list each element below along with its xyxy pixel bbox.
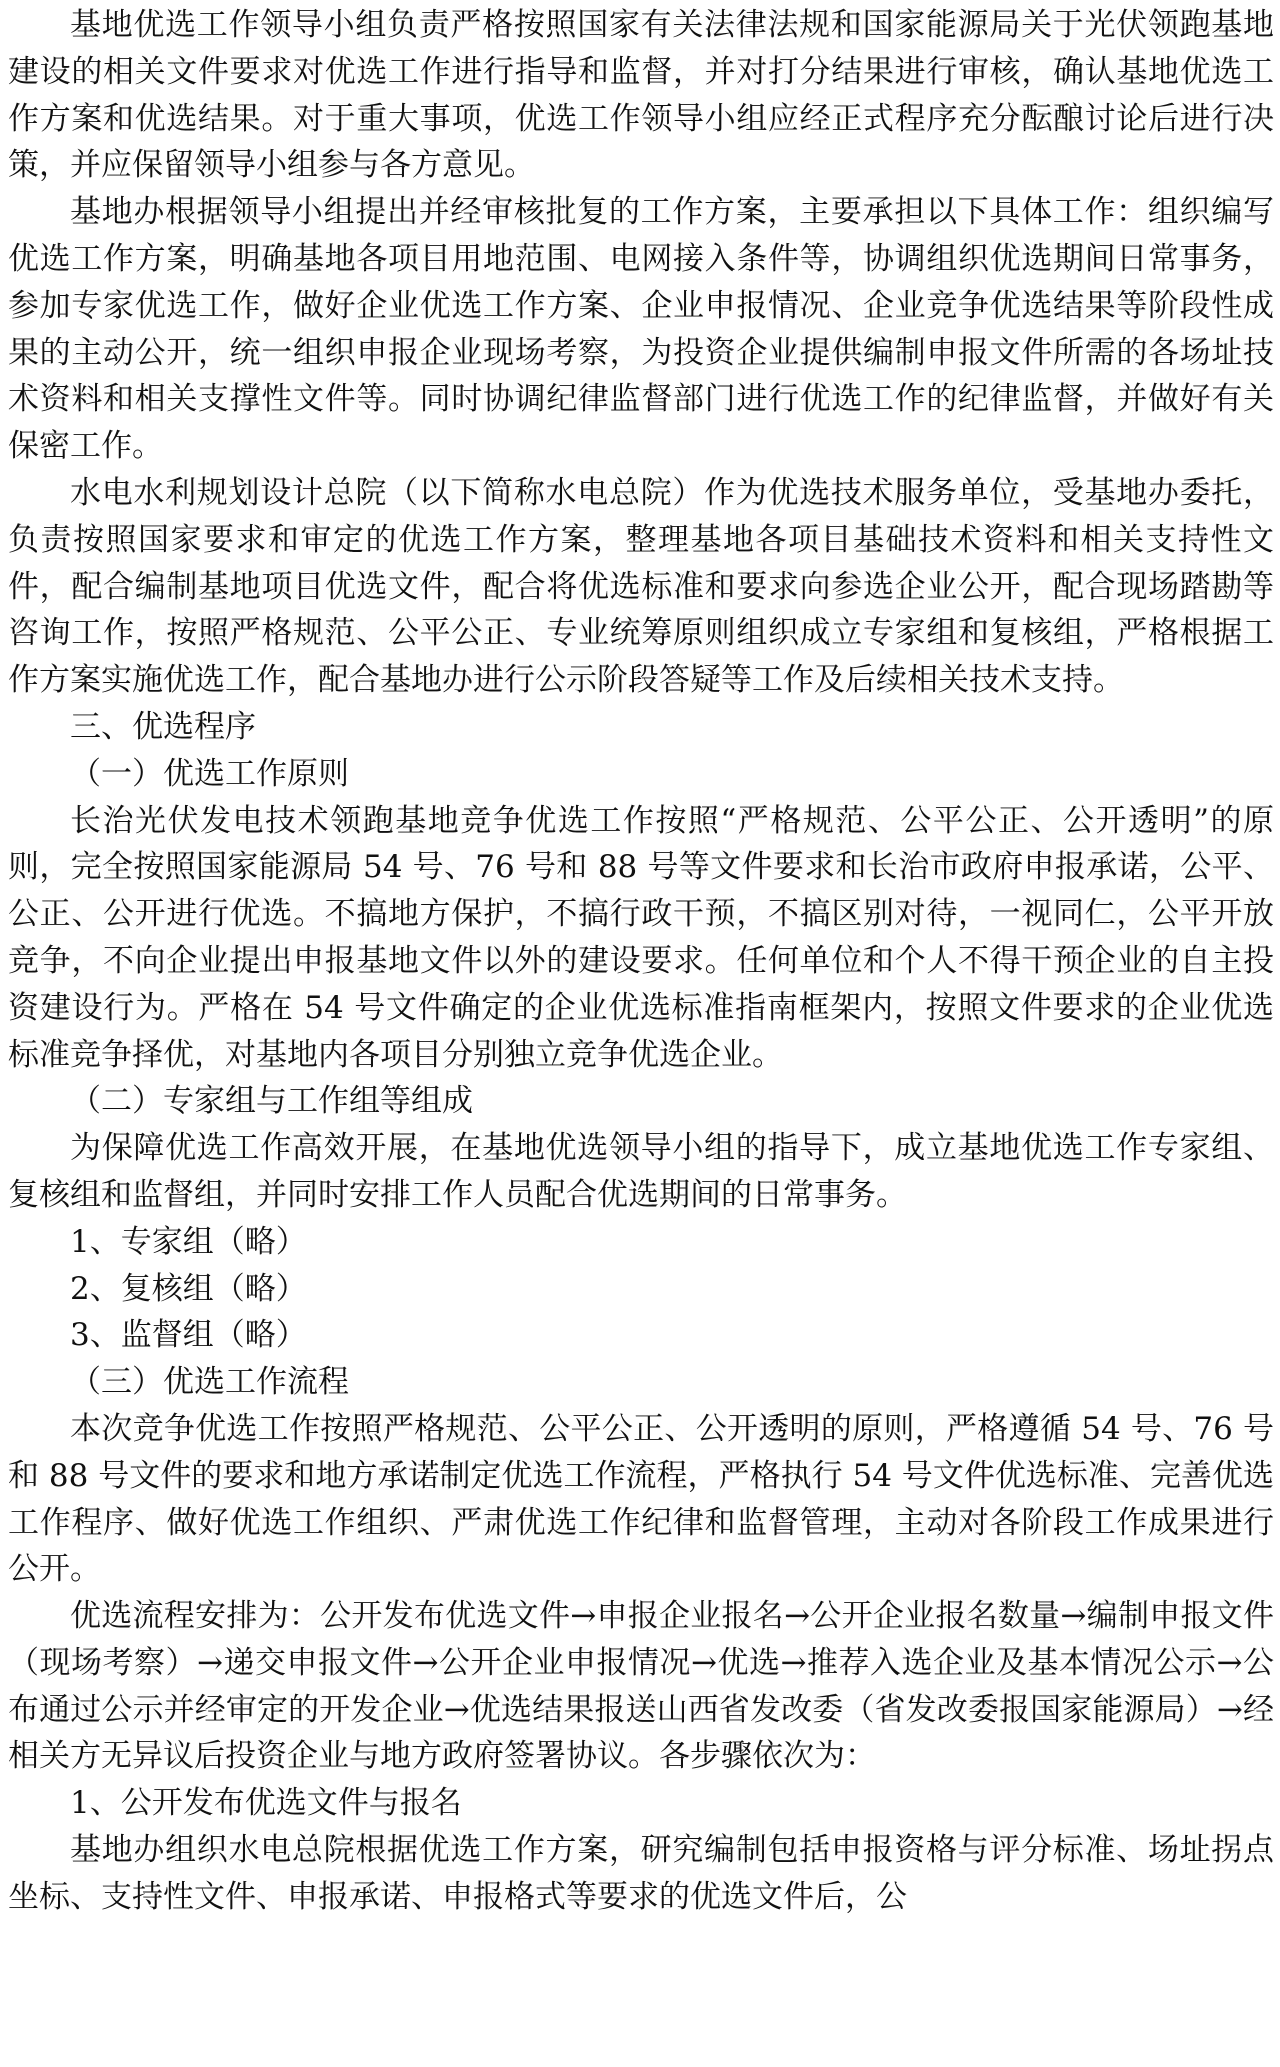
paragraph-leadership-group-duties: 基地优选工作领导小组负责严格按照国家有关法律法规和国家能源局关于光伏领跑基地建设的相关文件要求对优选工作进行指导和监督，并对打分结果进行审核，确认基地优选工作方案和优选结果。对于重大事项，优选工作领导小组应经正式程序充分酝酿讨论后进行决策，并应保留领导小组参与各方意见。 [8, 7, 1274, 184]
paragraph-group-composition: 为保障优选工作高效开展，在基地优选领导小组的指导下，成立基地优选工作专家组、复核组和监督组，并同时安排工作人员配合优选期间的日常事务。 [8, 1130, 1274, 1213]
paragraph-work-principles: 长治光伏发电技术领跑基地竞争优选工作按照“严格规范、公平公正、公开透明”的原则，完全按照国家能源局 54 号、76 号和 88 号等文件要求和长治市政府申报承诺，公平、公正、公开进行优选。不搞地方保护，不搞行政干预，不搞区别对待，一视同仁，公平开放竞争，不向企业提出申报基地文件以外的建设要求。任何单位和个人不得干预企业的自主投资建设行为。严格在 54 号文件确定的企业优选标准指南框架内，按照文件要求的企业优选标准竞争择优，对基地内各项目分别独立竞争优选企业。 [8, 802, 1274, 1073]
list-item-review-group: 2、复核组（略） [70, 1270, 307, 1307]
subsection-heading-workflow: （三）优选工作流程 [70, 1364, 349, 1401]
section-heading-selection-procedure: 三、优选程序 [70, 708, 256, 745]
subsection-heading-group-composition: （二）专家组与工作组等组成 [70, 1083, 473, 1120]
paragraph-workflow-principles: 本次竞争优选工作按照严格规范、公平公正、公开透明的原则，严格遵循 54 号、76 号和 88 号文件的要求和地方承诺制定优选工作流程，严格执行 54 号文件优选标准、完善优选工作程序、做好优选工作组织、严肃优选工作纪律和监督管理，主动对各阶段工作成果进行公开。 [8, 1410, 1274, 1588]
subsection-heading-work-principles: （一）优选工作原则 [70, 755, 349, 792]
paragraph-workflow-steps: 优选流程安排为：公开发布优选文件→申报企业报名→公开企业报名数量→编制申报文件（现场考察）→递交申报文件→公开企业申报情况→优选→推荐入选企业及基本情况公示→公布通过公示并经审定的开发企业→优选结果报送山西省发改委（省发改委报国家能源局）→经相关方无异议后投资企业与地方政府签署协议。各步骤依次为： [8, 1598, 1274, 1775]
paragraph-publish-documents: 基地办组织水电总院根据优选工作方案，研究编制包括申报资格与评分标准、场址拐点坐标、支持性文件、申报承诺、申报格式等要求的优选文件后，公 [8, 1832, 1274, 1915]
paragraph-base-office-duties: 基地办根据领导小组提出并经审核批复的工作方案，主要承担以下具体工作：组织编写优选工作方案，明确基地各项目用地范围、电网接入条件等，协调组织优选期间日常事务，参加专家优选工作，做好企业优选工作方案、企业申报情况、企业竞争优选结果等阶段性成果的主动公开，统一组织申报企业现场考察，为投资企业提供编制申报文件所需的各场址技术资料和相关支撑性文件等。同时协调纪律监督部门进行优选工作的纪律监督，并做好有关保密工作。 [8, 194, 1274, 465]
paragraph-hydropower-institute-duties: 水电水利规划设计总院（以下简称水电总院）作为优选技术服务单位，受基地办委托，负责按照国家要求和审定的优选工作方案，整理基地各项目基础技术资料和相关支持性文件，配合编制基地项目优选文件，配合将优选标准和要求向参选企业公开，配合现场踏勘等咨询工作，按照严格规范、公平公正、专业统筹原则组织成立专家组和复核组，严格根据工作方案实施优选工作，配合基地办进行公示阶段答疑等工作及后续相关技术支持。 [8, 474, 1274, 699]
list-item-supervision-group: 3、监督组（略） [70, 1317, 307, 1354]
list-item-expert-group: 1、专家组（略） [70, 1223, 307, 1260]
step-heading-publish-and-register: 1、公开发布优选文件与报名 [70, 1785, 462, 1822]
